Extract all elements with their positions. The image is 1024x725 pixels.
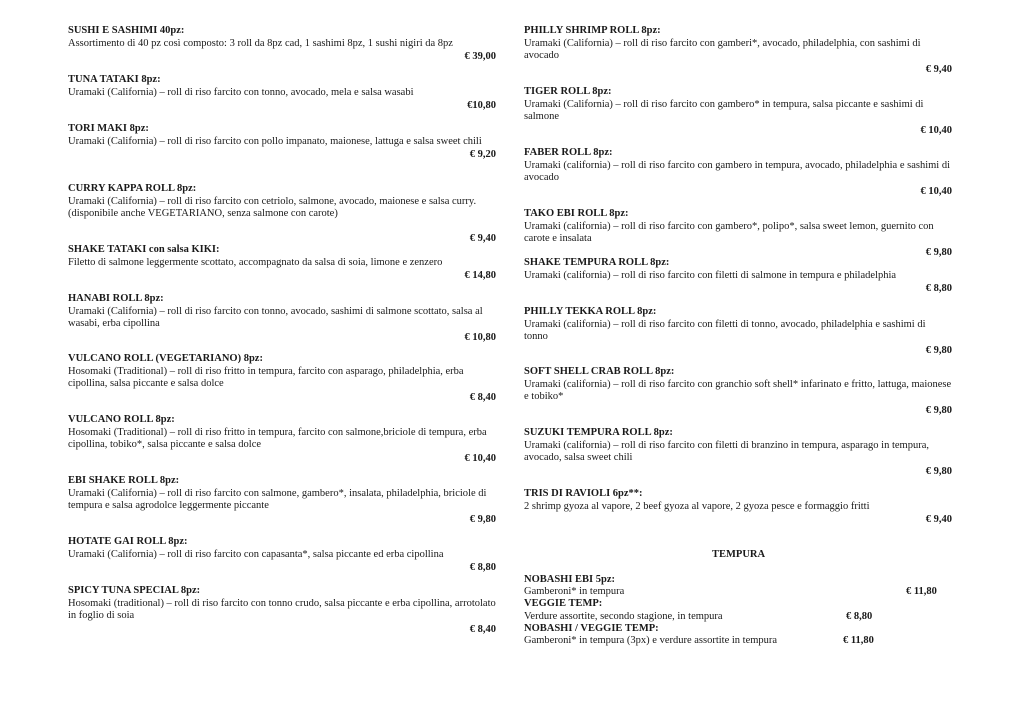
tempura-row bbox=[524, 598, 944, 610]
item-name: FABER ROLL 8pz: bbox=[524, 147, 613, 158]
item-description: Uramaki (California) – roll di riso farcito con tonno, avocado, mela e salsa wasabi bbox=[68, 86, 414, 98]
item-price: € 8,80 bbox=[925, 283, 952, 294]
tempura-item-price: € 8,80 bbox=[846, 610, 873, 622]
item-name: PHILLY SHRIMP ROLL 8pz: bbox=[524, 25, 661, 36]
menu-item bbox=[524, 208, 952, 259]
item-price: € 14,80 bbox=[464, 270, 496, 281]
item-description: Uramaki (California) – roll di riso farcito con pollo impanato, maionese, lattuga e salsa sweet chili bbox=[68, 135, 482, 147]
item-description: Uramaki (california) – roll di riso farcito con gambero in tempura, avocado, philadelphia e sashimi di avocado bbox=[524, 159, 950, 183]
item-name: HANABI ROLL 8pz: bbox=[68, 293, 164, 304]
menu-item bbox=[68, 183, 496, 245]
menu-item bbox=[524, 488, 952, 527]
menu-item bbox=[524, 147, 952, 198]
item-price: € 10,40 bbox=[464, 452, 496, 464]
item-price: € 9,80 bbox=[469, 513, 496, 525]
item-description: 2 shrimp gyoza al vapore, 2 beef gyoza al vapore, 2 gyoza pesce e formaggio fritti bbox=[524, 500, 870, 512]
item-price: € 9,80 bbox=[925, 465, 952, 477]
item-name: SPICY TUNA SPECIAL 8pz: bbox=[68, 585, 201, 596]
item-name: TIGER ROLL 8pz: bbox=[524, 86, 612, 97]
item-description: Uramaki (California) – roll di riso farcito con capasanta*, salsa piccante ed erba cipollina bbox=[68, 548, 444, 560]
item-name: SUSHI E SASHIMI 40pz: bbox=[68, 25, 185, 36]
item-description: Uramaki (California) – roll di riso farcito con gambero* in tempura, salsa piccante e sashimi di salmone bbox=[524, 98, 924, 122]
menu-item bbox=[524, 427, 952, 478]
tempura-list bbox=[524, 574, 944, 647]
item-description: Uramaki (california) – roll di riso farcito con filetti di tonno, avocado, philadelphia e sashimi di tonno bbox=[524, 318, 926, 342]
item-price: € 39,00 bbox=[464, 51, 496, 62]
menu-item bbox=[524, 306, 952, 357]
item-description: Hosomaki (Traditional) – roll di riso fritto in tempura, farcito con salmone,briciole di tempura, erba cipollina, tobiko*, salsa piccante e salsa dolce bbox=[68, 426, 487, 450]
item-description: Hosomaki (traditional) – roll di riso farcito con tonno crudo, salsa piccante e erba cipollina, arrotolato in foglio di soia bbox=[68, 597, 496, 621]
tempura-item-description: Gamberoni* in tempura (3px) e verdure assortite in tempura bbox=[524, 634, 778, 646]
item-name: TORI MAKI 8pz: bbox=[68, 123, 149, 134]
menu-item bbox=[68, 414, 496, 465]
item-description: Uramaki (california) – roll di riso farcito con gambero*, polipo*, salsa sweet lemon, guernito con carote e insalata bbox=[524, 220, 934, 244]
tempura-row bbox=[524, 586, 944, 598]
tempura-row bbox=[524, 635, 944, 647]
tempura-item-name: NOBASHI / VEGGIE TEMP: bbox=[524, 622, 659, 634]
item-price: € 9,40 bbox=[925, 514, 952, 525]
menu-item bbox=[524, 257, 952, 296]
item-description: Filetto di salmone leggermente scottato, accompagnato da salsa di soia, limone e zenzero bbox=[68, 256, 443, 268]
item-price: € 10,80 bbox=[464, 331, 496, 343]
item-price: € 10,40 bbox=[920, 124, 952, 136]
item-price: € 9,80 bbox=[925, 344, 952, 356]
tempura-item-description: Verdure assortite, secondo stagione, in tempura bbox=[524, 610, 723, 622]
item-description: Uramaki (California) – roll di riso farcito con gamberi*, avocado, philadelphia, con sashimi di avocado bbox=[524, 37, 921, 61]
tempura-item-price: € 11,80 bbox=[906, 586, 937, 598]
menu-item bbox=[68, 585, 496, 636]
item-name: TUNA TATAKI 8pz: bbox=[68, 74, 161, 85]
tempura-item-name: VEGGIE TEMP: bbox=[524, 598, 603, 610]
menu-item bbox=[68, 74, 496, 113]
menu-item bbox=[68, 475, 496, 526]
item-description: Uramaki (california) – roll di riso farcito con granchio soft shell* infarinato e fritto, lattuga, maionese e tobiko* bbox=[524, 378, 952, 402]
item-description: Uramaki (California) – roll di riso farcito con salmone, gambero*, insalata, philadelphia, briciole di tempura e salsa agrodolce leggermente piccante bbox=[68, 487, 487, 511]
item-price: € 10,40 bbox=[920, 185, 952, 197]
tempura-item-description: Gamberoni* in tempura bbox=[524, 586, 625, 598]
menu-item bbox=[524, 366, 952, 417]
item-price: € 9,40 bbox=[469, 232, 496, 244]
item-price: €10,80 bbox=[467, 100, 496, 111]
item-name: SHAKE TATAKI con salsa KIKI: bbox=[68, 244, 220, 255]
menu-item bbox=[68, 293, 496, 344]
item-price: € 9,80 bbox=[925, 246, 952, 258]
menu-item bbox=[524, 86, 952, 137]
item-name: SOFT SHELL CRAB ROLL 8pz: bbox=[524, 366, 675, 377]
item-name: PHILLY TEKKA ROLL 8pz: bbox=[524, 306, 657, 317]
item-name: SHAKE TEMPURA ROLL 8pz: bbox=[524, 257, 670, 268]
item-description: Uramaki (California) – roll di riso farcito con tonno, avocado, sashimi di salmone scottato, salsa al wasabi, erba cipollina bbox=[68, 305, 483, 329]
tempura-row bbox=[524, 611, 944, 623]
item-price: € 9,20 bbox=[469, 149, 496, 160]
item-price: € 8,40 bbox=[469, 391, 496, 403]
item-price: € 9,40 bbox=[925, 63, 952, 75]
item-description: Assortimento di 40 pz così composto: 3 roll da 8pz cad, 1 sashimi 8pz, 1 sushi nigiri da 8pz bbox=[68, 37, 453, 49]
tempura-row bbox=[524, 574, 944, 586]
item-price: € 9,80 bbox=[925, 404, 952, 416]
menu-item bbox=[68, 244, 496, 283]
item-name: VULCANO ROLL 8pz: bbox=[68, 414, 175, 425]
item-name: HOTATE GAI ROLL 8pz: bbox=[68, 536, 188, 547]
tempura-item-price: € 11,80 bbox=[843, 634, 874, 646]
item-price: € 8,40 bbox=[469, 623, 496, 635]
menu-item bbox=[68, 25, 496, 64]
tempura-item-name: NOBASHI EBI 5pz: bbox=[524, 574, 616, 585]
menu-item bbox=[68, 123, 496, 162]
tempura-row bbox=[524, 623, 944, 635]
menu-item bbox=[68, 536, 496, 575]
item-description: Uramaki (california) – roll di riso farcito con filetti di salmone in tempura e philadelphia bbox=[524, 269, 897, 281]
item-name: SUZUKI TEMPURA ROLL 8pz: bbox=[524, 427, 673, 438]
item-description: Hosomaki (Traditional) – roll di riso fritto in tempura, farcito con asparago, philadelphia, erba cipollina, salsa piccante e salsa dolce bbox=[68, 365, 464, 389]
item-name: TRIS DI RAVIOLI 6pz**: bbox=[524, 488, 643, 499]
menu-item bbox=[524, 25, 952, 76]
item-name: EBI SHAKE ROLL 8pz: bbox=[68, 475, 180, 486]
item-description: Uramaki (california) – roll di riso farcito con filetti di branzino in tempura, asparago in tempura, avocado, salsa sweet chili bbox=[524, 439, 929, 463]
item-name: VULCANO ROLL (VEGETARIANO) 8pz: bbox=[68, 353, 263, 364]
section-title-tempura: TEMPURA bbox=[712, 549, 766, 560]
item-price: € 8,80 bbox=[469, 562, 496, 573]
item-name: CURRY KAPPA ROLL 8pz: bbox=[68, 183, 197, 194]
item-name: TAKO EBI ROLL 8pz: bbox=[524, 208, 629, 219]
item-description: Uramaki (California) – roll di riso farcito con cetriolo, salmone, avocado, maionese e salsa curry. (disponibile anche VEGETARIANO, senza salmone con carote) bbox=[68, 195, 477, 219]
menu-item bbox=[68, 353, 496, 404]
